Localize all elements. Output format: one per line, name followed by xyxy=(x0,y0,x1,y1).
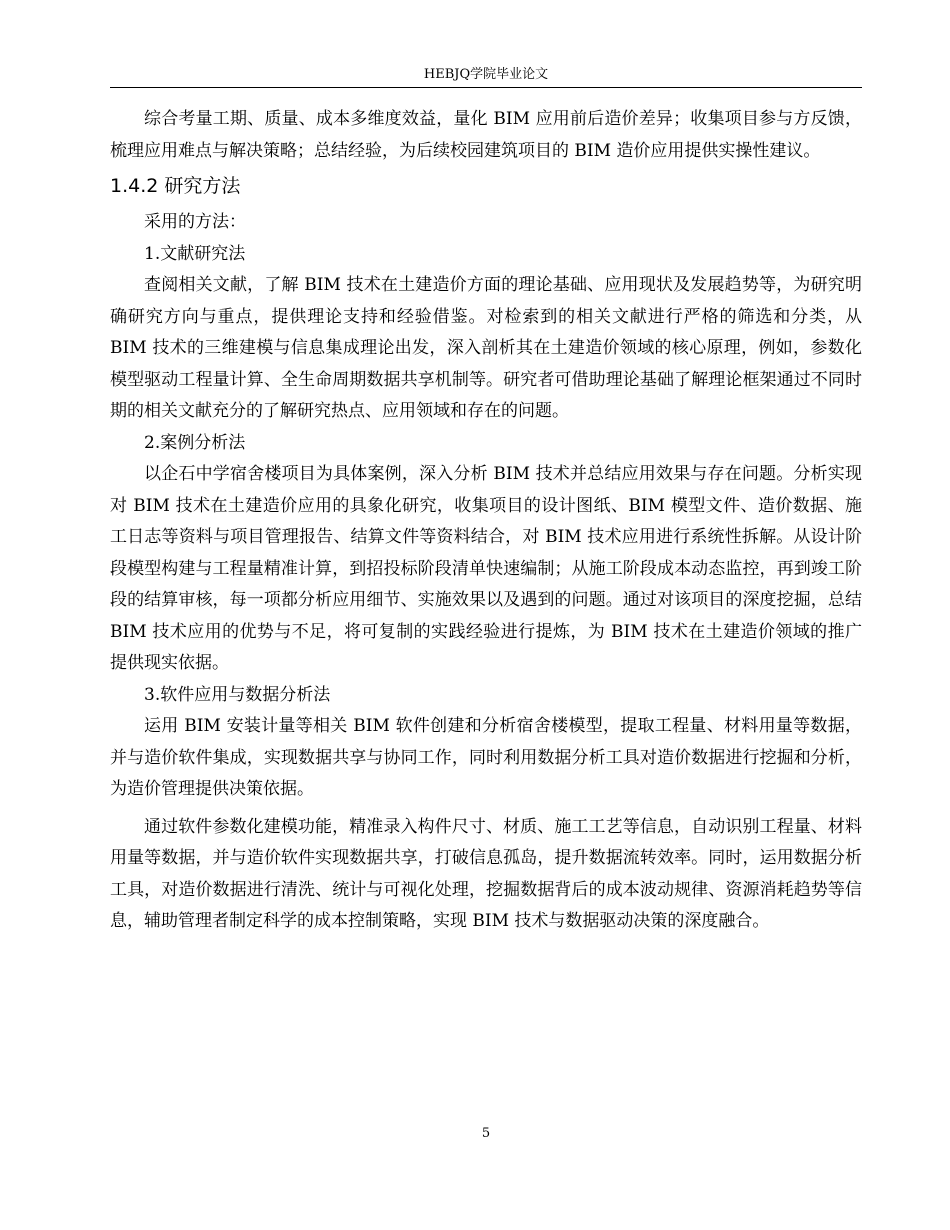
intro-paragraph: 综合考量工期、质量、成本多维度效益，量化 BIM 应用前后造价差异；收集项目参与方反馈，梳理应用难点与解决策略；总结经验，为后续校园建筑项目的 BIM 造价应用提供实操性建议。 xyxy=(110,109,862,161)
page-body xyxy=(110,104,862,938)
method2-paragraph: 以企石中学宿舍楼项目为具体案例，深入分析 BIM 技术并总结应用效果与存在问题。分析实现对 BIM 技术在土建造价应用的具象化研究，收集项目的设计图纸、BIM 模型文件、造价数据、施工日志等资料与项目管理报告、结算文件等资料结合，对 BIM 技术应用进行系统性拆解。从设计阶段模型构建与工程量精准计算，到招投标阶段清单快速编制；从施工阶段成本动态监控，再到竣工阶段的结算审核，每一项都分析应用细节、实施效果以及遇到的问题。通过对该项目的深度挖掘，总结 BIM 技术应用的优势与不足，将可复制的实践经验进行提炼，为 BIM 技术在土建造价领域的推广提供现实依据。 xyxy=(110,464,862,673)
method3-title: 3.软件应用与数据分析法 xyxy=(144,684,331,705)
page-number: 5 xyxy=(481,1126,491,1141)
methods-intro: 采用的方法： xyxy=(144,212,246,232)
page-header: HEBJQ学院毕业论文 xyxy=(423,67,549,82)
method2-title: 2.案例分析法 xyxy=(144,432,246,453)
header-divider xyxy=(110,87,862,88)
method1-title: 1.文献研究法 xyxy=(144,243,246,264)
method3-paragraph-1: 运用 BIM 安装计量等相关 BIM 软件创建和分析宿舍楼模型，提取工程量、材料用量等数据，并与造价软件集成，实现数据共享与协同工作，同时利用数据分析工具对造价数据进行挖掘和分析，为造价管理提供决策依据。 xyxy=(110,716,862,799)
method3-paragraph-2: 通过软件参数化建模功能，精准录入构件尺寸、材质、施工工艺等信息，自动识别工程量、材料用量等数据，并与造价软件实现数据共享，打破信息孤岛，提升数据流转效率。同时，运用数据分析工具，对造价数据进行清洗、统计与可视化处理，挖掘数据背后的成本波动规律、资源消耗趋势等信息，辅助管理者制定科学的成本控制策略，实现 BIM 技术与数据驱动决策的深度融合。 xyxy=(110,816,862,931)
method1-paragraph: 查阅相关文献，了解 BIM 技术在土建造价方面的理论基础、应用现状及发展趋势等，为研究明确研究方向与重点，提供理论支持和经验借鉴。对检索到的相关文献进行严格的筛选和分类，从 BIM 技术的三维建模与信息集成理论出发，深入剖析其在土建造价领域的核心原理，例如，参数化模型驱动工程量计算、全生命周期数据共享机制等。研究者可借助理论基础了解理论框架通过不同时期的相关文献充分的了解研究热点、应用领域和存在的问题。 xyxy=(110,275,862,421)
section-heading: 1.4.2 研究方法 xyxy=(110,175,241,197)
